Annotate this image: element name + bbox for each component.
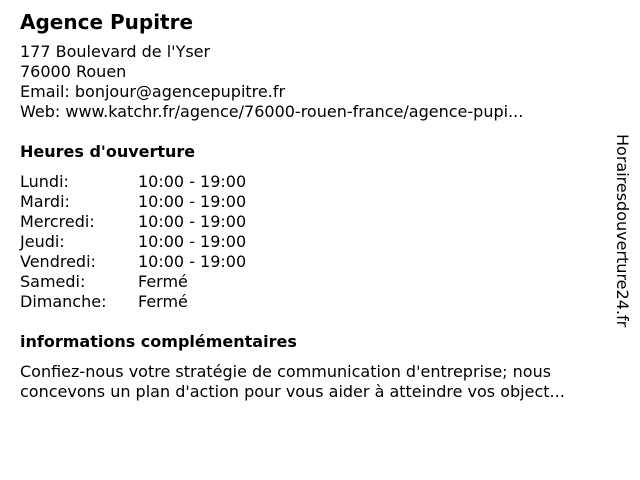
info-text-line-1: Confiez-nous votre stratégie de communication d'entreprise; nous (20, 362, 552, 381)
business-name: Agence Pupitre (20, 10, 194, 34)
hours-time: 10:00 - 19:00 (138, 232, 247, 251)
hours-row-dimanche (20, 292, 615, 312)
address-line-2: 76000 Rouen (20, 62, 127, 81)
hours-row-lundi (20, 172, 615, 192)
hours-time: 10:00 - 19:00 (138, 252, 247, 271)
hours-day: Lundi: (20, 172, 69, 191)
info-title: informations complémentaires (20, 332, 297, 351)
email-value: bonjour@agencepupitre.fr (74, 82, 286, 101)
web-label: Web: (20, 102, 61, 121)
address-line-1: 177 Boulevard de l'Yser (20, 42, 211, 61)
hours-row-samedi (20, 272, 615, 292)
hours-row-mardi (20, 192, 615, 212)
hours-day: Mardi: (20, 192, 70, 211)
hours-time: 10:00 - 19:00 (138, 172, 247, 191)
hours-day: Dimanche: (20, 292, 107, 311)
email-label: Email: (20, 82, 70, 101)
hours-day: Jeudi: (20, 232, 65, 251)
watermark: Horairesdouverture24.fr (613, 134, 632, 328)
web-value: www.katchr.fr/agence/76000-rouen-france/agence-pupi... (65, 102, 524, 121)
hours-time: Fermé (138, 292, 188, 311)
info-text-line-2: concevons un plan d'action pour vous aider à atteindre vos object... (20, 382, 565, 401)
hours-time: 10:00 - 19:00 (138, 192, 247, 211)
hours-row-vendredi (20, 252, 615, 272)
hours-row-jeudi (20, 232, 615, 252)
hours-row-mercredi (20, 212, 615, 232)
email-row (20, 82, 615, 102)
hours-table (20, 172, 615, 312)
business-card (20, 10, 615, 402)
hours-day: Mercredi: (20, 212, 95, 231)
hours-time: 10:00 - 19:00 (138, 212, 247, 231)
hours-day: Vendredi: (20, 252, 96, 271)
hours-day: Samedi: (20, 272, 86, 291)
hours-time: Fermé (138, 272, 188, 291)
web-row (20, 102, 615, 122)
hours-title: Heures d'ouverture (20, 142, 196, 161)
